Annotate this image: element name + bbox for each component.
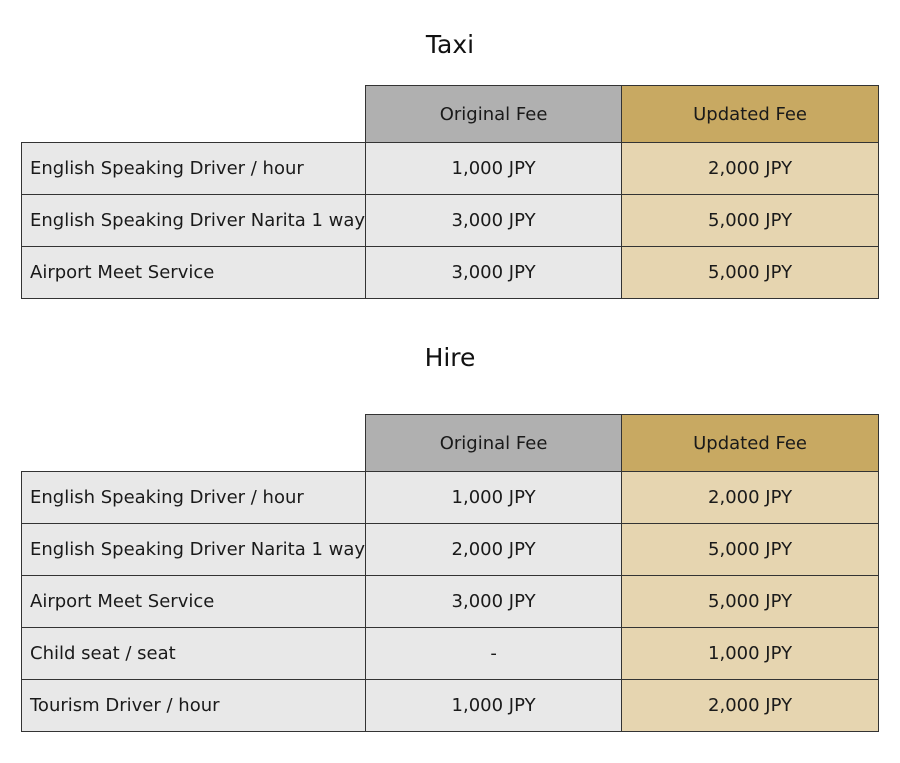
table-header-row xyxy=(22,86,879,143)
updated-fee-cell: 1,000 JPY xyxy=(622,628,879,680)
table-header-row xyxy=(22,415,879,472)
original-fee-header: Original Fee xyxy=(366,86,622,143)
updated-fee-cell: 2,000 JPY xyxy=(622,680,879,732)
service-label: Airport Meet Service xyxy=(22,576,366,628)
hire-fee-table xyxy=(21,414,879,732)
table-row xyxy=(22,680,879,732)
service-label: Tourism Driver / hour xyxy=(22,680,366,732)
hire-section-title: Hire xyxy=(424,343,476,372)
original-fee-cell: 3,000 JPY xyxy=(366,247,622,299)
table-row xyxy=(22,628,879,680)
table-row xyxy=(22,143,879,195)
original-fee-cell: 3,000 JPY xyxy=(366,195,622,247)
original-fee-cell: 1,000 JPY xyxy=(366,680,622,732)
header-blank-cell xyxy=(22,415,366,472)
service-label: Child seat / seat xyxy=(22,628,366,680)
updated-fee-cell: 5,000 JPY xyxy=(622,576,879,628)
updated-fee-cell: 5,000 JPY xyxy=(622,195,879,247)
original-fee-cell: - xyxy=(366,628,622,680)
updated-fee-cell: 5,000 JPY xyxy=(622,247,879,299)
original-fee-cell: 1,000 JPY xyxy=(366,472,622,524)
table-row xyxy=(22,524,879,576)
header-blank-cell xyxy=(22,86,366,143)
table-row xyxy=(22,576,879,628)
service-label: English Speaking Driver / hour xyxy=(22,143,366,195)
service-label: English Speaking Driver Narita 1 way xyxy=(22,524,366,576)
table-row xyxy=(22,472,879,524)
service-label: English Speaking Driver Narita 1 way xyxy=(22,195,366,247)
service-label: English Speaking Driver / hour xyxy=(22,472,366,524)
service-label: Airport Meet Service xyxy=(22,247,366,299)
taxi-section-title: Taxi xyxy=(425,30,475,59)
original-fee-cell: 3,000 JPY xyxy=(366,576,622,628)
updated-fee-cell: 2,000 JPY xyxy=(622,143,879,195)
updated-fee-cell: 2,000 JPY xyxy=(622,472,879,524)
updated-fee-header: Updated Fee xyxy=(622,86,879,143)
table-row xyxy=(22,247,879,299)
updated-fee-header: Updated Fee xyxy=(622,415,879,472)
original-fee-cell: 1,000 JPY xyxy=(366,143,622,195)
updated-fee-cell: 5,000 JPY xyxy=(622,524,879,576)
table-row xyxy=(22,195,879,247)
original-fee-header: Original Fee xyxy=(366,415,622,472)
original-fee-cell: 2,000 JPY xyxy=(366,524,622,576)
taxi-fee-table xyxy=(21,85,879,299)
